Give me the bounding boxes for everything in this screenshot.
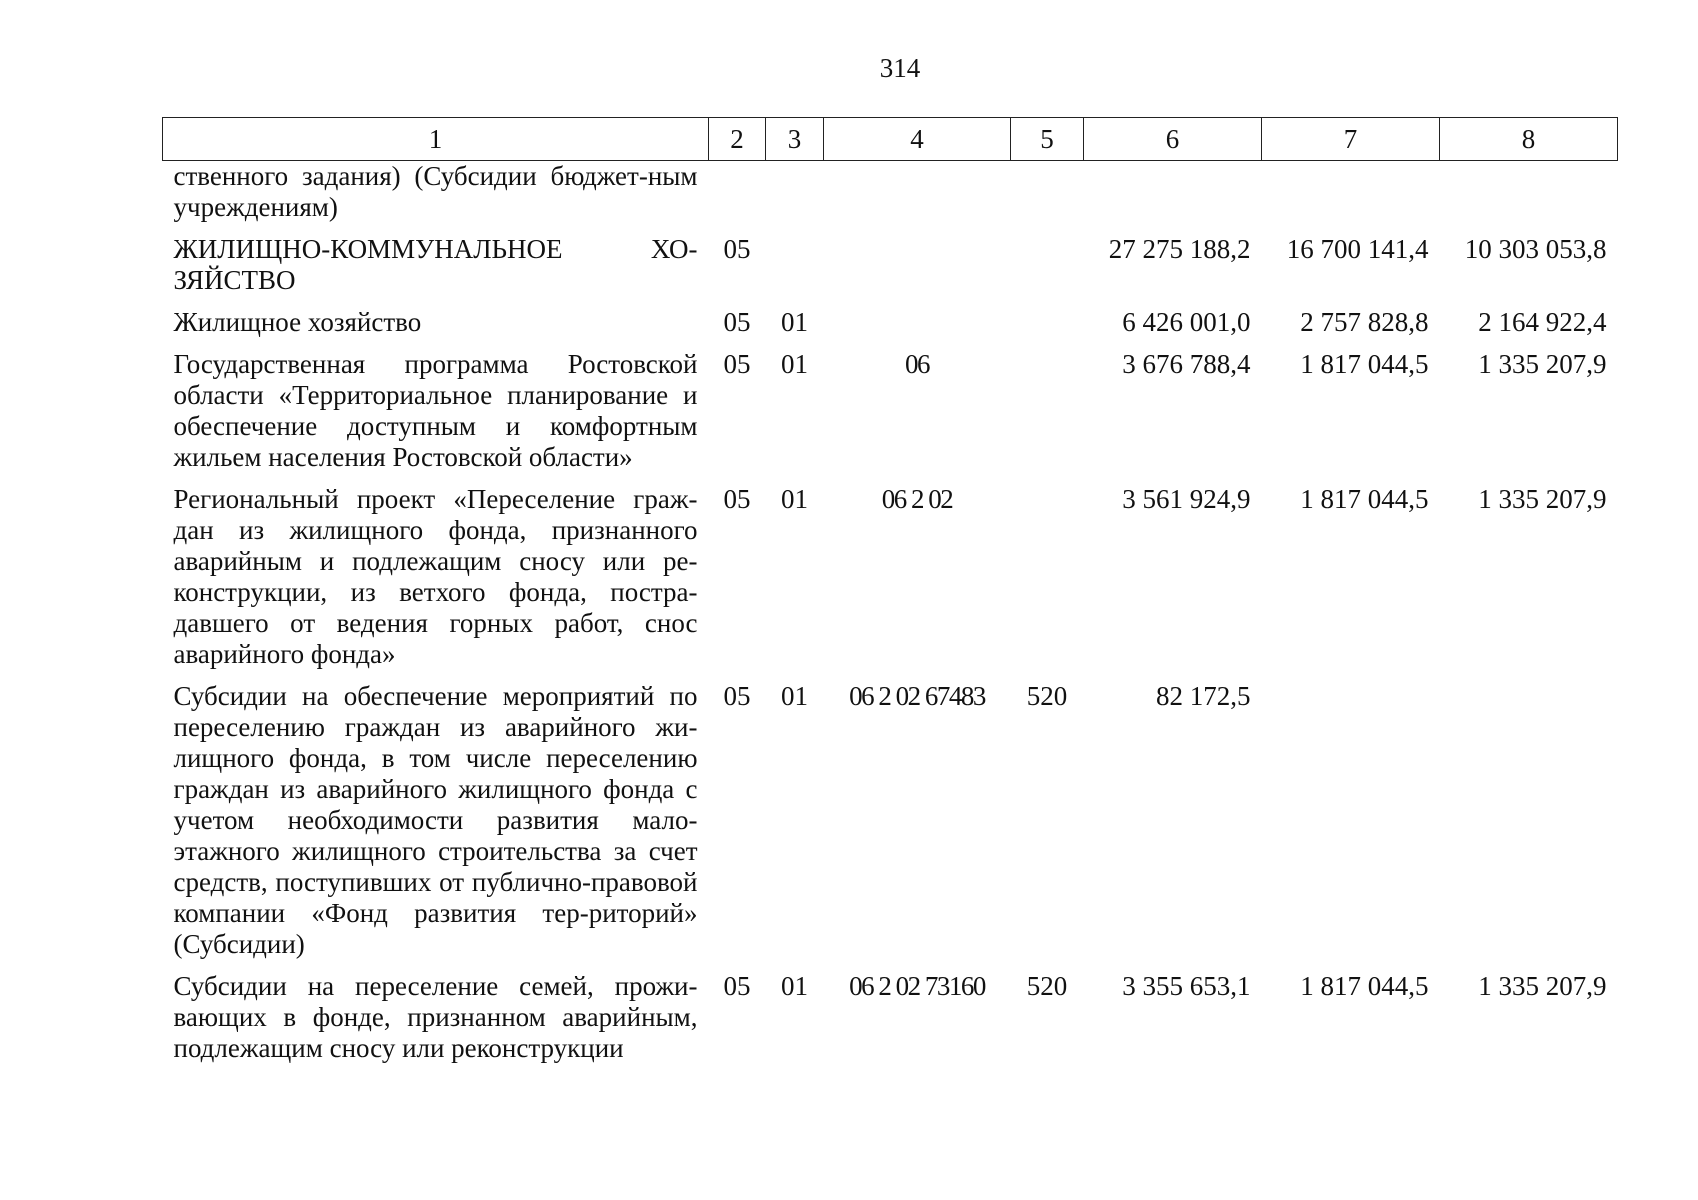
table-row — [163, 307, 1618, 349]
row-amount-col7: 2 757 828,8 — [1300, 307, 1429, 337]
row-amount-col6: 3 561 924,9 — [1122, 484, 1251, 514]
column-header-4: 4 — [824, 118, 1011, 161]
table-row — [163, 681, 1618, 971]
row-section-code: 05 — [723, 484, 751, 514]
table-row — [163, 971, 1618, 1075]
column-header-1: 1 — [163, 118, 709, 161]
row-target-article-code: 06 2 02 67483 — [849, 681, 985, 711]
row-section-code: 05 — [723, 349, 751, 379]
row-expense-type-code — [1011, 307, 1084, 349]
row-amount-col7 — [1262, 161, 1440, 235]
page-number: 314 — [879, 53, 921, 83]
row-section-code — [709, 161, 766, 235]
row-expense-type-code — [1011, 234, 1084, 307]
table-row — [163, 484, 1618, 681]
row-subsection-code: 01 — [781, 307, 808, 337]
row-amount-col6: 3 676 788,4 — [1122, 349, 1251, 379]
row-amount-col7: 1 817 044,5 — [1300, 484, 1429, 514]
column-header-8: 8 — [1440, 118, 1618, 161]
row-target-article-code — [824, 307, 1011, 349]
row-amount-col7 — [1262, 681, 1440, 971]
row-amount-col6: 27 275 188,2 — [1108, 234, 1251, 264]
row-target-article-code: 06 2 02 73160 — [849, 971, 985, 1001]
row-description: Субсидии на обеспечение мероприятий по переселению граждан из аварийного жи-лищного фонда, в том числе переселению граждан из аварийного жилищного фонда с учетом необходимости развития мало-этажного жилищного строительства за счет средств, поступивших от публично-правовой компании «Фонд развития тер-риторий» (Субсидии) — [173, 681, 698, 959]
row-subsection-code — [766, 161, 824, 235]
row-amount-col8 — [1440, 681, 1618, 971]
column-header-6: 6 — [1084, 118, 1262, 161]
row-description: Жилищное хозяйство — [173, 307, 422, 337]
row-description: Субсидии на переселение семей, прожи-вающих в фонде, признанном аварийным, подлежащим сносу или реконструкции — [173, 971, 698, 1063]
column-header-2: 2 — [709, 118, 766, 161]
row-amount-col6: 3 355 653,1 — [1122, 971, 1251, 1001]
row-expense-type-code: 520 — [1026, 971, 1068, 1001]
table-row — [163, 234, 1618, 307]
row-section-code: 05 — [723, 234, 751, 264]
row-amount-col8: 1 335 207,9 — [1478, 971, 1607, 1001]
row-description: Региональный проект «Переселение граж-дан из жилищного фонда, признанного аварийным и подлежащим сносу или ре-конструкции, из ветхого фонда, постра-давшего от ведения горных работ, снос аварийного фонда» — [173, 484, 698, 669]
row-expense-type-code: 520 — [1026, 681, 1068, 711]
row-target-article-code — [824, 234, 1011, 307]
row-description: ственного задания) (Субсидии бюджет-ным учреждениям) — [173, 161, 698, 222]
row-amount-col8: 2 164 922,4 — [1478, 307, 1607, 337]
row-target-article-code — [824, 161, 1011, 235]
row-description: ЖИЛИЩНО-КОММУНАЛЬНОЕ ХО-ЗЯЙСТВО — [173, 234, 698, 295]
row-amount-col8: 1 335 207,9 — [1478, 484, 1607, 514]
row-amount-col7: 16 700 141,4 — [1286, 234, 1429, 264]
row-description: Государственная программа Ростовской области «Территориальное планирование и обеспечение доступным и комфортным жильем населения Ростовской области» — [173, 349, 698, 472]
row-amount-col6: 82 172,5 — [1156, 681, 1251, 711]
row-target-article-code: 06 2 02 — [881, 484, 953, 514]
row-amount-col8: 10 303 053,8 — [1464, 234, 1607, 264]
row-section-code: 05 — [723, 971, 751, 1001]
table-header-row — [163, 118, 1618, 161]
column-header-5: 5 — [1011, 118, 1084, 161]
row-expense-type-code — [1011, 161, 1084, 235]
row-section-code: 05 — [723, 681, 751, 711]
row-section-code: 05 — [723, 307, 751, 337]
row-target-article-code: 06 — [905, 349, 929, 379]
table-row — [163, 349, 1618, 484]
row-amount-col6 — [1084, 161, 1262, 235]
row-amount-col8 — [1440, 161, 1618, 235]
row-subsection-code: 01 — [781, 971, 808, 1001]
row-amount-col7: 1 817 044,5 — [1300, 971, 1429, 1001]
row-subsection-code: 01 — [781, 681, 808, 711]
row-amount-col7: 1 817 044,5 — [1300, 349, 1429, 379]
row-subsection-code: 01 — [781, 484, 808, 514]
column-header-7: 7 — [1262, 118, 1440, 161]
table-row — [163, 161, 1618, 235]
row-amount-col8: 1 335 207,9 — [1478, 349, 1607, 379]
row-expense-type-code — [1011, 484, 1084, 681]
budget-table — [162, 117, 1618, 1075]
row-amount-col6: 6 426 001,0 — [1122, 307, 1251, 337]
column-header-3: 3 — [766, 118, 824, 161]
row-expense-type-code — [1011, 349, 1084, 484]
row-subsection-code: 01 — [781, 349, 808, 379]
row-subsection-code — [766, 234, 824, 307]
